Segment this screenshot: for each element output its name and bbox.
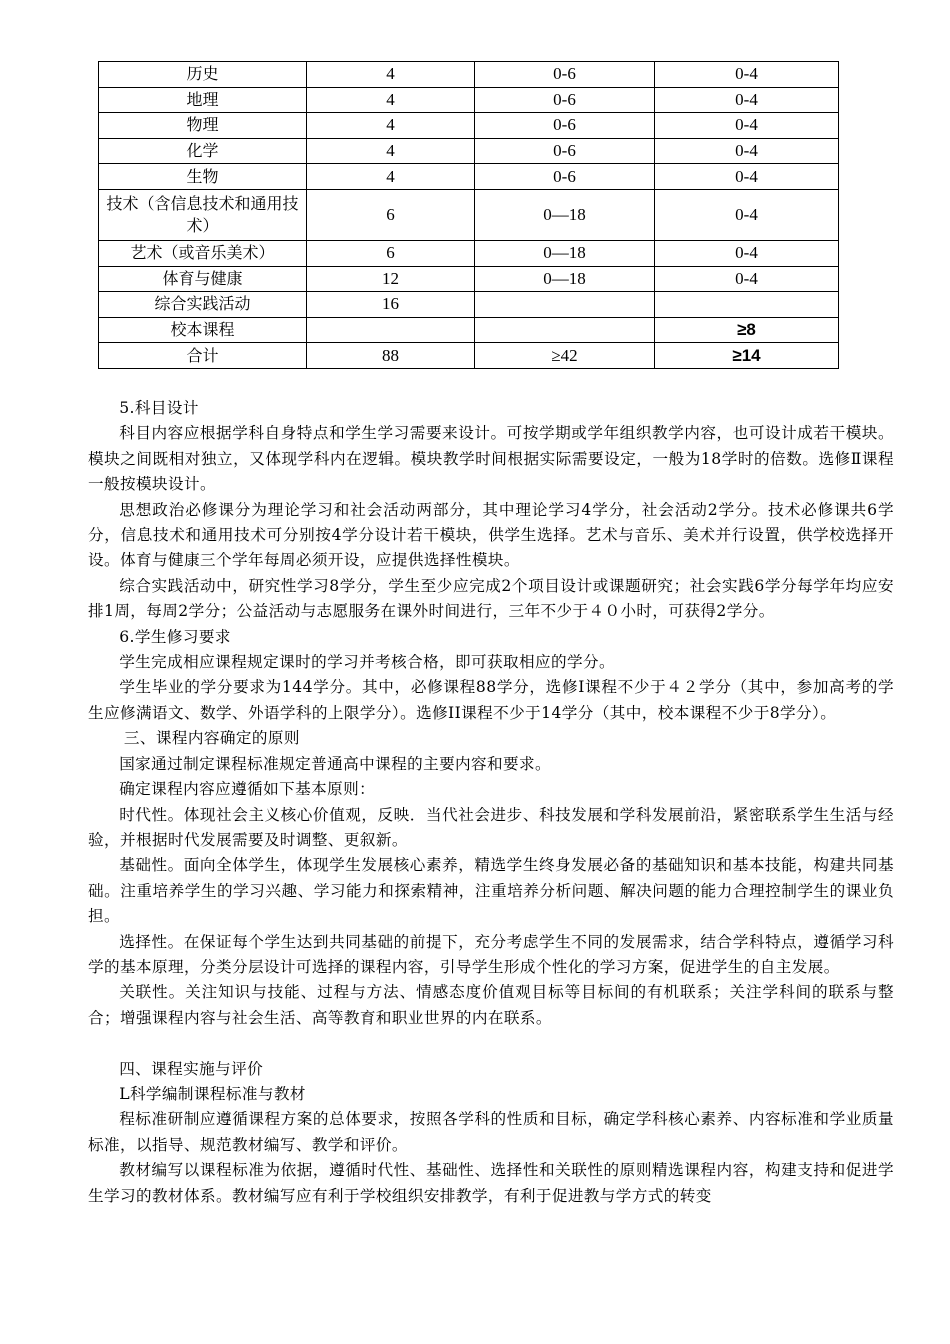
table-row (99, 189, 839, 240)
required-credits-cell: 4 (307, 138, 475, 164)
paragraph: 思想政治必修课分为理论学习和社会活动两部分，其中理论学习4学分，社会活动2学分。技术必修课共6学分，信息技术和通用技术可分别按4学分设计若干模块，供学生选择。艺术与音乐、美术并行设置，供学校选择开设。体育与健康三个学年每周必须开设，应提供选择性模块。 (88, 500, 894, 570)
required-credits-cell: 6 (307, 189, 475, 240)
elective1-credits-cell: ≥42 (475, 343, 655, 369)
paragraph: 学生完成相应课程规定课时的学习并考核合格，即可获取相应的学分。 (119, 653, 615, 672)
elective2-credits-cell: 0-4 (655, 62, 839, 88)
paragraph: 程标准研制应遵循课程方案的总体要求，按照各学科的性质和目标，确定学科核心素养、内容标准和学业质量标准，以指导、规范教材编写、教学和评价。 (88, 1110, 894, 1154)
table-row (99, 343, 839, 369)
elective2-credits-cell: ≥8 (655, 317, 839, 343)
paragraph: 国家通过制定课程标准规定普通高中课程的主要内容和要求。 (119, 754, 552, 773)
paragraph: 综合实践活动中，研究性学习8学分，学生至少应完成2个项目设计或课题研究；社会实践6学分每学年均应安排1周，每周2学分；公益活动与志愿服务在课外时间进行，三年不少于４０小时，可获得2学分。 (88, 576, 894, 621)
elective1-credits-cell: 0—18 (475, 240, 655, 266)
subject-cell: 地理 (99, 87, 307, 113)
elective1-credits-cell: 0-6 (475, 87, 655, 113)
section-heading: 5.科目设计 (119, 399, 199, 417)
elective1-credits-cell: 0-6 (475, 113, 655, 139)
subject-cell: 校本课程 (99, 317, 307, 343)
table-row (99, 292, 839, 318)
paragraph: 确定课程内容应遵循如下基本原则： (119, 780, 376, 799)
table-row (99, 317, 839, 343)
required-credits-cell: 88 (307, 343, 475, 369)
table-row (99, 240, 839, 266)
subject-cell: 技术（含信息技术和通用技术） (99, 189, 307, 240)
subject-cell: 体育与健康 (99, 266, 307, 292)
required-credits-cell: 4 (307, 62, 475, 88)
paragraph: 时代性。体现社会主义核心价值观，反映．当代社会进步、科技发展和学科发展前沿，紧密联系学生生活与经验，并根据时代发展需要及时调整、更叙新。 (88, 805, 894, 849)
elective1-credits-cell: 0-6 (475, 138, 655, 164)
section-heading: 6.学生修习要求 (119, 627, 231, 646)
required-credits-cell: 4 (307, 113, 475, 139)
elective2-credits-cell: 0-4 (655, 138, 839, 164)
elective1-credits-cell (475, 317, 655, 343)
required-credits-cell: 4 (307, 164, 475, 190)
table-row (99, 164, 839, 190)
elective2-credits-cell: 0-4 (655, 164, 839, 190)
elective2-credits-cell: 0-4 (655, 87, 839, 113)
subject-cell: 综合实践活动 (99, 292, 307, 318)
section-heading: L科学编制课程标准与教材 (119, 1084, 306, 1103)
elective2-credits-cell (655, 292, 839, 318)
elective1-credits-cell: 0-6 (475, 62, 655, 88)
table-row (99, 138, 839, 164)
body-text (88, 396, 894, 1209)
table-row (99, 62, 839, 88)
elective2-credits-cell: 0-4 (655, 240, 839, 266)
elective1-credits-cell (475, 292, 655, 318)
chapter-heading: 三、课程内容确定的原则 (123, 729, 300, 748)
table-row (99, 87, 839, 113)
elective1-credits-cell: 0-6 (475, 164, 655, 190)
elective1-credits-cell: 0—18 (475, 189, 655, 240)
paragraph: 基础性。面向全体学生，体现学生发展核心素养，精选学生终身发展必备的基础知识和基本技能，构建共同基础。注重培养学生的学习兴趣、学习能力和探索精神，注重培养分析问题、解决问题的能力合理控制学生的课业负担。 (88, 856, 894, 926)
subject-cell: 化学 (99, 138, 307, 164)
spacer (88, 1031, 894, 1056)
paragraph: 学生毕业的学分要求为144学分。其中，必修课程88学分，选修I课程不少于４２学分（其中，参加高考的学生应修满语文、数学、外语学科的上限学分）。选修II课程不少于14学分（其中，校本课程不少于8学分）。 (88, 678, 894, 722)
subject-cell: 合计 (99, 343, 307, 369)
required-credits-cell (307, 317, 475, 343)
table-row (99, 266, 839, 292)
required-credits-cell: 16 (307, 292, 475, 318)
subject-cell: 历史 (99, 62, 307, 88)
paragraph: 教材编写以课程标准为依据，遵循时代性、基础性、选择性和关联性的原则精选课程内容，构建支持和促进学生学习的教材体系。教材编写应有利于学校组织安排教学，有利于促进教与学方式的转变 (88, 1161, 894, 1205)
elective1-credits-cell: 0—18 (475, 266, 655, 292)
paragraph: 选择性。在保证每个学生达到共同基础的前提下，充分考虑学生不同的发展需求，结合学科特点，遵循学习科学的基本原理，分类分层设计可选择的课程内容，引导学生形成个性化的学习方案，促进学生的自主发展。 (88, 932, 894, 976)
subject-cell: 艺术（或音乐美术） (99, 240, 307, 266)
required-credits-cell: 6 (307, 240, 475, 266)
elective2-credits-cell: 0-4 (655, 113, 839, 139)
elective2-credits-cell: ≥14 (655, 343, 839, 369)
credit-table (98, 61, 839, 369)
required-credits-cell: 4 (307, 87, 475, 113)
elective2-credits-cell: 0-4 (655, 266, 839, 292)
chapter-heading: 四、课程实施与评价 (119, 1059, 264, 1078)
table-row (99, 113, 839, 139)
elective2-credits-cell: 0-4 (655, 189, 839, 240)
required-credits-cell: 12 (307, 266, 475, 292)
paragraph: 科目内容应根据学科自身特点和学生学习需要来设计。可按学期或学年组织教学内容，也可设计成若干模块。模块之间既相对独立，又体现学科内在逻辑。模块教学时间根据实际需要设定，一般为18学时的倍数。选修Ⅱ课程一般按模块设计。 (88, 424, 894, 494)
subject-cell: 生物 (99, 164, 307, 190)
subject-cell: 物理 (99, 113, 307, 139)
paragraph: 关联性。关注知识与技能、过程与方法、情感态度价值观目标等目标间的有机联系；关注学科间的联系与整合；增强课程内容与社会生活、高等教育和职业世界的内在联系。 (88, 983, 894, 1027)
